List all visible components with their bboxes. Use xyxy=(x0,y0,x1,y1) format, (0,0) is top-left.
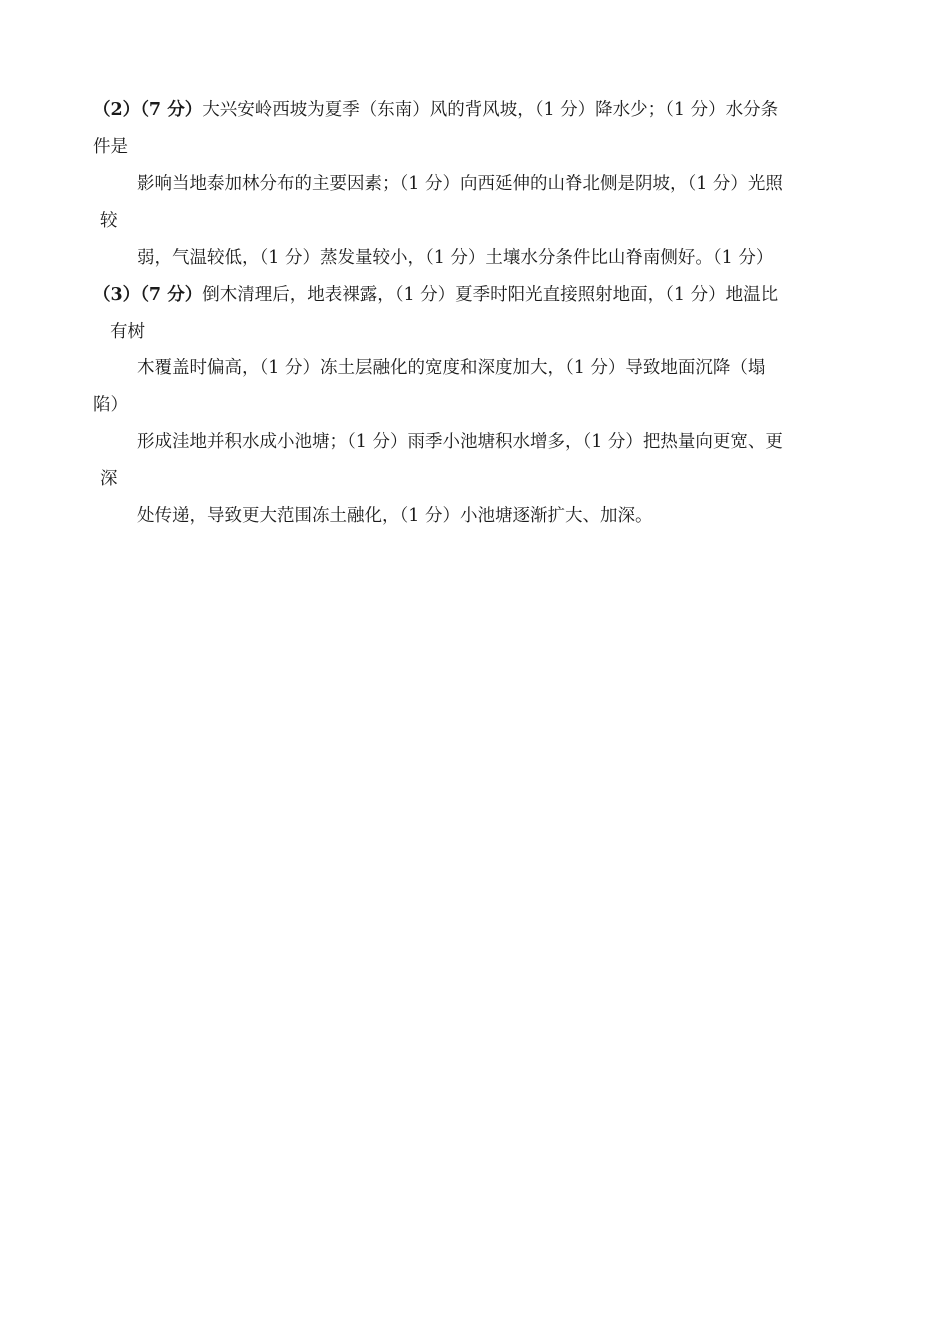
answer-2-line-5: 弱，气温较低，（1 分）蒸发量较小，（1 分）土壤水分条件比山脊南侧好。（1 分） xyxy=(137,248,774,268)
answer-3-line-6: 深 xyxy=(100,469,118,489)
answer-2-line-1 xyxy=(93,98,859,122)
answer-3-line-5: 形成洼地并积水成小池塘；（1 分）雨季小池塘积水增多，（1 分）把热量向更宽、更 xyxy=(137,432,783,452)
answer-3-text-1: 倒木清理后，地表裸露，（1 分）夏季时阳光直接照射地面，（1 分）地温比 xyxy=(202,285,779,305)
answer-2-line-2: 件是 xyxy=(93,137,128,157)
answer-3-line-7: 处传递，导致更大范围冻土融化，（1 分）小池塘逐渐扩大、加深。 xyxy=(137,506,653,526)
answer-3-line-3: 木覆盖时偏高，（1 分）冻土层融化的宽度和深度加大，（1 分）导致地面沉降（塌 xyxy=(137,358,766,378)
answer-2-number: （2） xyxy=(93,100,141,120)
answer-3-line-4: 陷） xyxy=(93,395,128,415)
answer-3-score: （7 分） xyxy=(140,285,203,305)
answer-2-score: （7 分） xyxy=(140,100,203,120)
answer-2-line-3: 影响当地泰加林分布的主要因素；（1 分）向西延伸的山脊北侧是阴坡，（1 分）光照 xyxy=(137,174,783,194)
answer-3-line-1 xyxy=(93,283,778,307)
answer-3-line-2: 有树 xyxy=(110,322,145,342)
answer-2-line-4: 较 xyxy=(100,211,118,231)
answer-3-number: （3） xyxy=(93,285,141,305)
answer-2-text-1: 大兴安岭西坡为夏季（东南）风的背风坡，（1 分）降水少；（1 分）水分条 xyxy=(202,100,779,120)
